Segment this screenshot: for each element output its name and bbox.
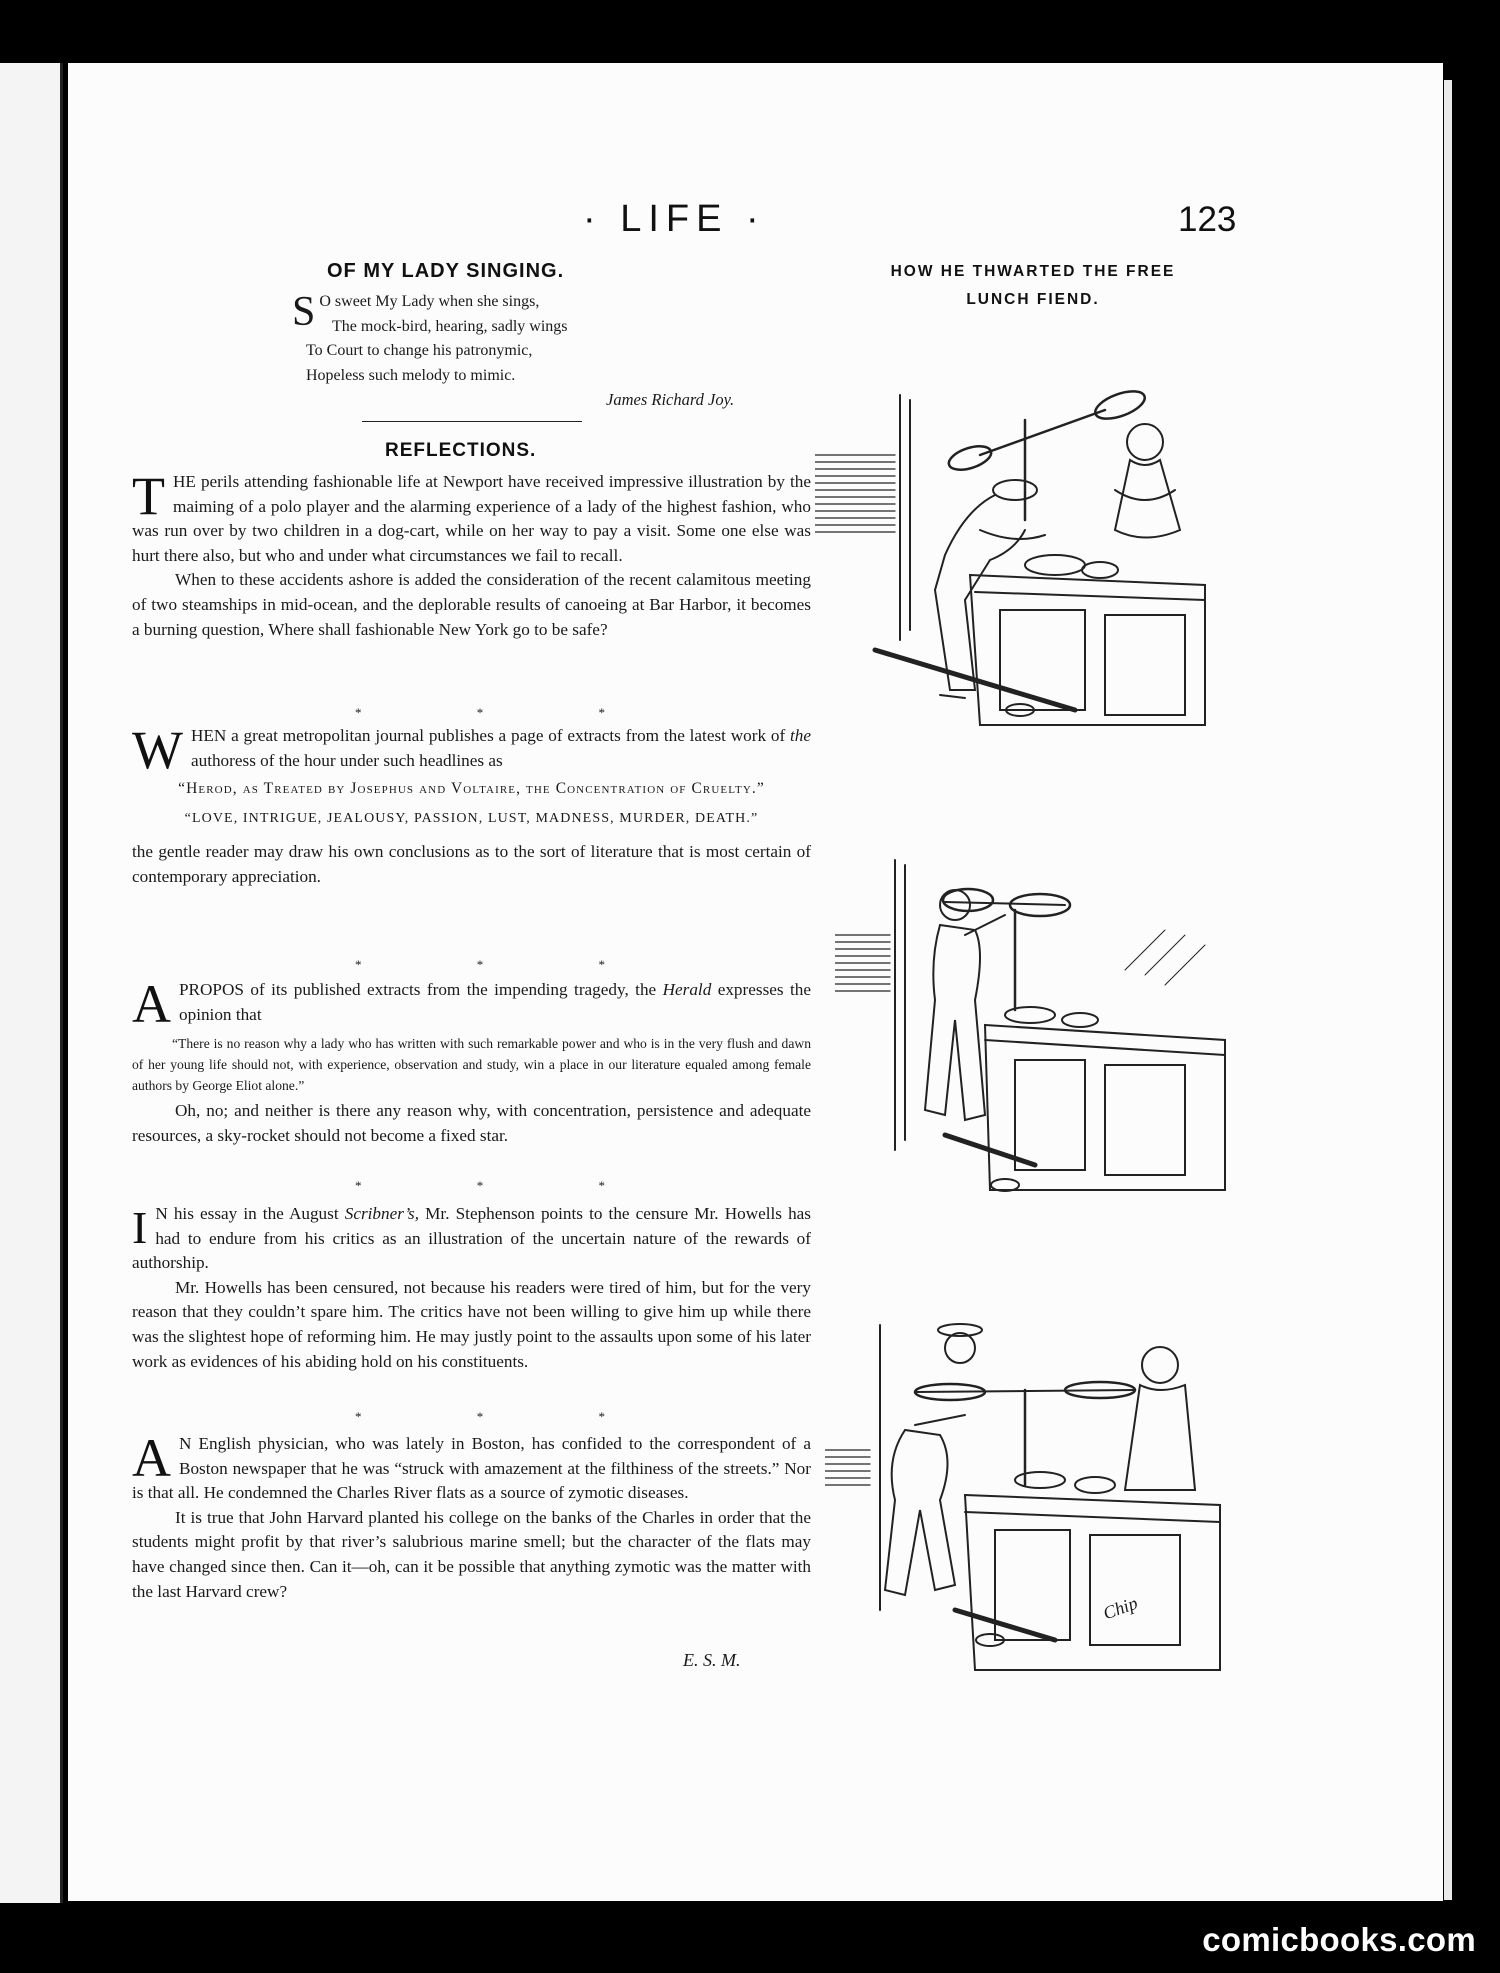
star: * (598, 957, 605, 972)
artist-signature: Chip (1100, 1592, 1141, 1624)
star: * (476, 1178, 484, 1193)
drop-cap: W (132, 720, 183, 780)
section-divider-stars (355, 1179, 605, 1193)
star: * (355, 957, 362, 972)
emphasis: Herald (662, 980, 712, 999)
cartoon-title (862, 258, 1204, 314)
section-divider-stars (355, 1410, 605, 1424)
emphasis: the (790, 726, 811, 745)
paragraph (132, 720, 811, 780)
article-block-headlines (132, 720, 811, 889)
article-block-howells (132, 1202, 811, 1374)
watermark: comicbooks.com (1202, 1921, 1476, 1958)
block-quote: “There is no reason why a lady who has written with such remarkable power and who is in the very flush and dawn of her young life should not, with experience, observation and study, win a place in our literature equaled among female authors by George Eliot alone.” (132, 1036, 811, 1094)
article-block-herald (132, 974, 811, 1148)
paragraph-text: HE perils attending fashionable life at Newport have received impressive illustration by the maiming of a polo player and the alarming experience of a lady of the highest fashion, who was run over by two children in a dog-cart, while on her way to pay a visit. Some one else was hurt there also, but who and under what circumstances we fail to recall. (132, 472, 811, 565)
paragraph (132, 1428, 811, 1506)
paragraph: Mr. Howells has been censured, not because his readers were tired of him, but for the very reason that they couldn’t spare him. The critics have not been willing to give him up while there was the slightest hope of reforming him. He may justly point to the assaults upon some of his later work as evidences of his abiding hold on his constituents. (132, 1277, 811, 1371)
article-block-boston (132, 1428, 811, 1604)
article-block-newport (132, 466, 811, 642)
emphasis: Scribner’s, (344, 1204, 420, 1223)
paragraph: Oh, no; and neither is there any reason why, with concentration, persistence and adequate resources, a sky-rocket should not become a fixed star. (132, 1101, 811, 1145)
paragraph (132, 974, 811, 1034)
cartoon-title-line: LUNCH FIEND. (966, 291, 1100, 308)
cartoon-panel-3 (825, 1310, 1235, 1690)
poem-drop-cap: S (292, 289, 316, 335)
section-divider-stars (355, 958, 605, 972)
drop-cap: A (132, 974, 171, 1034)
paragraph-text: PROPOS of its published extracts from the impending tragedy, the (179, 980, 663, 999)
poem-line: The mock-bird, hearing, sadly wings (332, 317, 568, 335)
star: * (476, 1409, 484, 1424)
masthead: · LIFE · (583, 198, 766, 240)
reflections-title: REFLECTIONS. (385, 440, 537, 461)
paragraph-text: HEN a great metropolitan journal publishes a page of extracts from the latest work of (190, 726, 790, 745)
star: * (476, 705, 484, 720)
paragraph-text: N his essay in the August (155, 1204, 345, 1223)
paragraph (132, 466, 811, 568)
star: * (598, 705, 605, 720)
quoted-headline: “Herod, as Treated by Josephus and Voltaire, the Concentration of Cruelty.” (178, 780, 765, 798)
drop-cap: A (132, 1428, 171, 1488)
drop-cap: I (132, 1202, 148, 1253)
article-signoff: E. S. M. (683, 1650, 741, 1670)
paragraph: It is true that John Harvard planted his college on the banks of the Charles in order that the students might profit by that river’s salubrious marine smell; but the character of the flats may have changed since then. Can it—oh, can it be possible that anything zymotic was the matter with the last Harvard crew? (132, 1507, 811, 1601)
drop-cap: T (132, 466, 165, 526)
star: * (598, 1409, 605, 1424)
previous-page-edge (0, 63, 63, 1903)
poem (292, 290, 792, 388)
section-rule (362, 421, 582, 422)
paragraph (132, 1202, 811, 1276)
star: * (355, 1178, 362, 1193)
poem-line: To Court to change his patronymic, (306, 342, 533, 359)
page-edge-shadow (1444, 80, 1452, 1900)
poem-author: James Richard Joy. (606, 390, 735, 409)
star: * (598, 1178, 605, 1193)
star: * (355, 705, 362, 720)
page-number: 123 (1178, 200, 1237, 239)
poem-line: O sweet My Lady when she sings, (319, 293, 540, 310)
poem-line: Hopeless such melody to mimic. (306, 366, 516, 384)
quoted-headline: “LOVE, INTRIGUE, JEALOUSY, PASSION, LUST, MADNESS, MURDER, DEATH.” (184, 811, 759, 827)
star: * (355, 1409, 362, 1424)
paragraph-text: N English physician, who was lately in Boston, has confided to the correspondent of a Boston newspaper that he was “struck with amazement at the filthiness of the streets.” Nor is that all. He condemned the Charles River flats as a source of zymotic diseases. (132, 1434, 811, 1503)
paragraph-text: authoress of the hour under such headlines as (190, 750, 503, 770)
cartoon-panel-1 (815, 380, 1245, 750)
star: * (476, 957, 484, 972)
paragraph-text: expresses the opinion that (179, 980, 811, 1024)
section-divider-stars (355, 706, 605, 720)
paragraph-text: Mr. Stephenson points to the censure Mr. Howells has had to endure from his critics as an illustration of the uncertain nature of the rewards of authorship. (132, 1204, 811, 1273)
paragraph: the gentle reader may draw his own conclusions as to the sort of literature that is most certain of contemporary appreciation. (132, 842, 811, 886)
poem-title: OF MY LADY SINGING. (327, 260, 565, 282)
cartoon-title-line: HOW HE THWARTED THE FREE (890, 263, 1176, 280)
paragraph: When to these accidents ashore is added the consideration of the recent calamitous meeting of two steamships in mid-ocean, and the deplorable results of canoeing at Bar Harbor, it becomes a burning question, Where shall fashionable New York go to be safe? (132, 570, 811, 639)
cartoon-panel-2 (835, 850, 1235, 1220)
